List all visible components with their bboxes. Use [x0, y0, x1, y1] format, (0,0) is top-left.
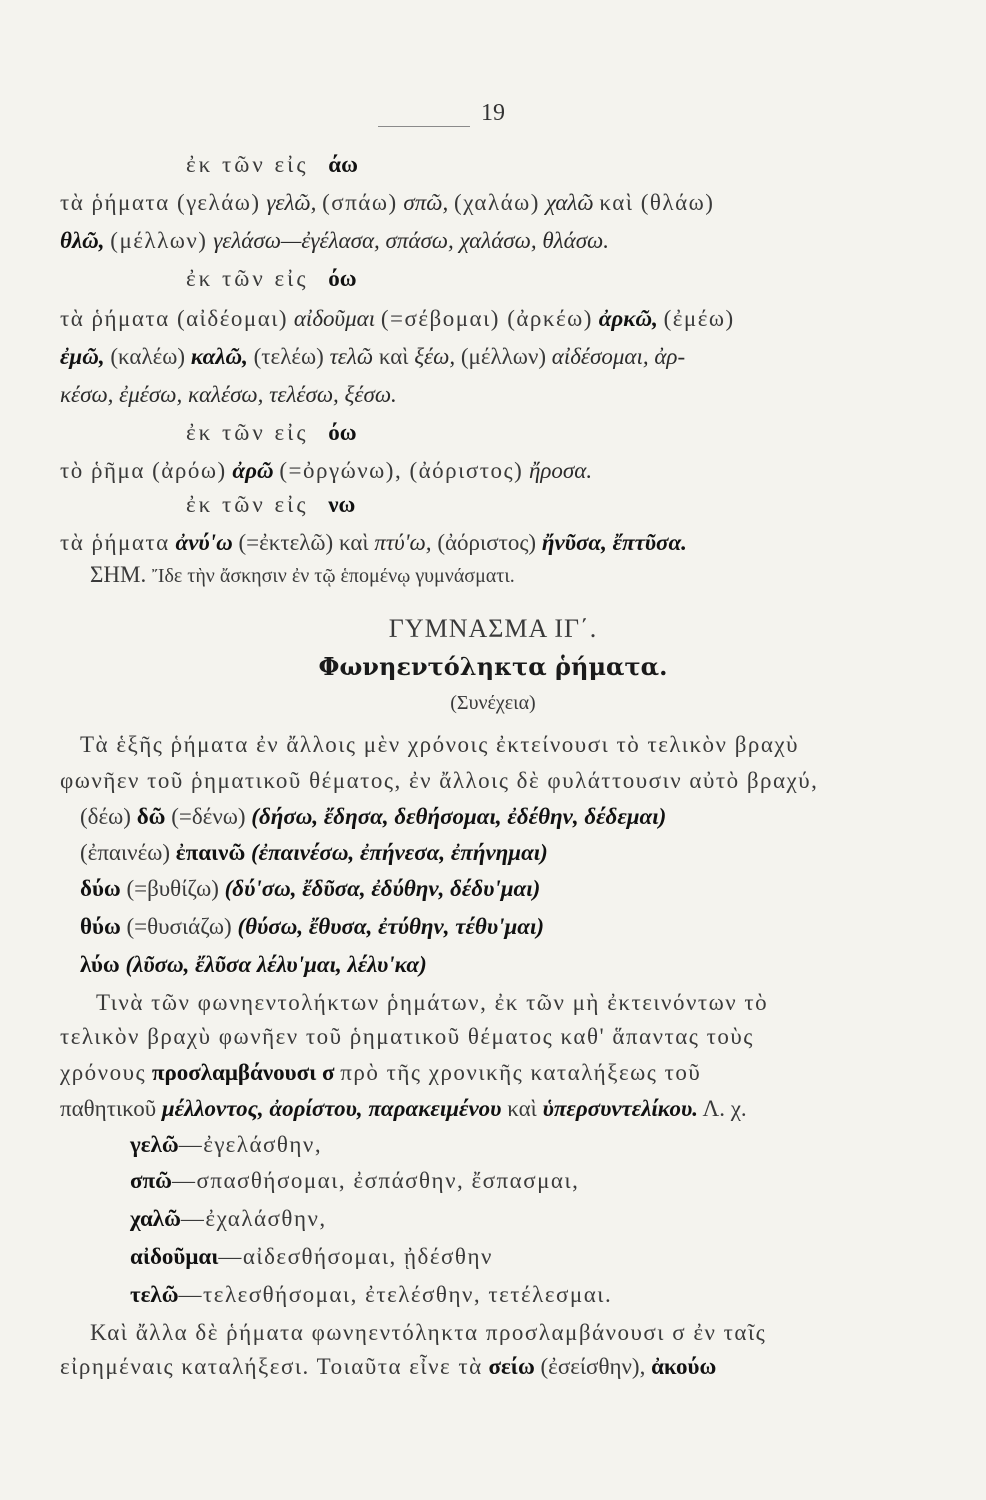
example-verb: γελῶ	[130, 1132, 179, 1157]
verb-forms: (δήσω, ἔδησα, δεθήσομαι, ἐδέθην, δέδεμαι)	[251, 804, 667, 829]
text-span: γελῶ,	[266, 190, 317, 215]
text-span: ἤροσα.	[528, 458, 593, 483]
verb-forms: (θύσω, ἔθυσα, ἐτύθην, τέθυ'μαι)	[237, 914, 545, 939]
example-forms: —σπασθήσομαι, ἐσπάσθην, ἔσπασμαι,	[171, 1168, 580, 1193]
text-span: τελικὸν βραχὺ φωνῆεν τοῦ ῥηματικοῦ θέματος καθ' ἅπαντας τοὺς	[60, 1024, 754, 1049]
verb-forms: (δύ'σω, ἔδῦσα, ἐδύθην, δέδυ'μαι)	[224, 876, 541, 901]
example-line	[130, 1130, 986, 1160]
text-line	[60, 528, 910, 558]
text-span: αἰδέσομαι, ἀρ-	[551, 344, 686, 369]
text-span: (=ὀργώνω), (ἀόριστος)	[279, 458, 524, 483]
text-span: (=βυθίζω)	[126, 876, 219, 901]
text-span: παθητικοῦ	[60, 1096, 157, 1121]
ending-heading-term: νω	[328, 492, 356, 517]
text-span: (μέλλων)	[110, 228, 208, 253]
text-span: (=σέβομαι) (ἀρκέω)	[380, 306, 593, 331]
text-span: γελάσω—ἐγέλασα, σπάσω, χαλάσω, θλάσω.	[213, 228, 610, 253]
text-span: (=ἐκτελῶ) καὶ	[238, 530, 369, 555]
text-span: καὶ	[378, 344, 409, 369]
text-span: (σπάω)	[322, 190, 398, 215]
example-forms: —ἐχαλάσθην,	[180, 1206, 327, 1231]
verb-line	[80, 838, 986, 868]
example-line	[130, 1280, 986, 1310]
text-line	[60, 1352, 910, 1382]
text-span: καὶ (θλάω)	[599, 190, 715, 215]
text-span: καλῶ,	[190, 344, 248, 369]
text-span: (μέλλων)	[460, 344, 547, 369]
text-span: (=θυσιάζω)	[126, 914, 232, 939]
text-span: κέσω, ἐμέσω, καλέσω, τελέσω, ξέσω.	[60, 382, 397, 407]
ending-heading-oo-2	[186, 418, 986, 448]
text-span: ἤνῦσα, ἔπτῦσα.	[541, 530, 687, 555]
verb-line	[80, 802, 986, 832]
text-span: εἰρημέναις καταλήξεσι. Τοιαῦτα εἶνε τὰ	[60, 1354, 483, 1379]
text-span: (δέω)	[80, 804, 131, 829]
text-span: ἀρκῶ,	[598, 306, 658, 331]
example-verb: χαλῶ	[130, 1206, 181, 1231]
verb-forms: (ἐπαινέσω, ἐπήνεσα, ἐπήνημαι)	[251, 840, 548, 865]
text-span: Τὰ ἑξῆς ῥήματα ἐν ἄλλοις μὲν χρόνοις ἐκτείνουσι τὸ τελικὸν βραχὺ	[80, 732, 800, 757]
text-span: Λ. χ.	[702, 1096, 747, 1121]
text-span: χαλῶ	[545, 190, 594, 215]
verb-term: δῶ	[136, 804, 166, 829]
emphasis-span: προσλαμβάνουσι σ	[151, 1060, 335, 1085]
text-span: θλῶ,	[60, 228, 105, 253]
text-line	[60, 766, 910, 796]
text-span: τὰ ῥήματα (αἰδέομαι)	[60, 306, 289, 331]
example-forms: —ἐγελάσθην,	[178, 1132, 323, 1157]
ending-heading-ao	[186, 150, 986, 180]
verb-term: θύω	[80, 914, 121, 939]
text-span: (τελέω)	[253, 344, 324, 369]
text-line	[60, 380, 910, 410]
text-span: καὶ	[507, 1096, 537, 1121]
text-line	[60, 1022, 910, 1052]
text-span: σπῶ,	[403, 190, 449, 215]
note-text: Ἴδε τὴν ἄσκησιν ἐν τῷ ἑπομένῳ γυμνάσματι.	[151, 565, 515, 587]
text-line	[60, 730, 910, 760]
verb-term: λύω	[80, 952, 120, 977]
text-span: πτύ'ω,	[374, 530, 432, 555]
text-span: (=δένω)	[171, 804, 246, 829]
text-span: ἐμῶ,	[60, 344, 105, 369]
text-span: ἀρῶ	[232, 458, 274, 483]
example-forms: —τελεσθήσομαι, ἐτελέσθην, τετέλεσμαι.	[178, 1282, 613, 1307]
emphasis-span: σείω	[488, 1354, 535, 1379]
text-line	[60, 1058, 910, 1088]
ending-heading-text: ἐκ τῶν εἰς	[186, 492, 309, 517]
page-number-rule	[378, 126, 470, 127]
text-span: (ἀόριστος)	[437, 530, 537, 555]
text-span: πρὸ τῆς χρονικῆς καταλήξεως τοῦ	[340, 1060, 702, 1085]
example-verb: σπῶ	[130, 1168, 172, 1193]
text-line	[60, 304, 910, 334]
text-line	[60, 226, 910, 256]
section-title: ΓΥΜΝΑΣΜΑ ΙΓ΄.	[388, 614, 598, 643]
page-number: 19	[481, 100, 505, 126]
text-line	[60, 342, 910, 372]
text-line	[60, 456, 910, 486]
note-label: ΣΗΜ.	[90, 562, 147, 587]
ending-heading-oo	[186, 264, 986, 294]
example-line	[130, 1242, 986, 1272]
ending-heading-text: ἐκ τῶν εἰς	[186, 266, 309, 291]
text-line	[60, 1094, 910, 1124]
emphasis-span: μέλλοντος, ἀορίστου, παρακειμένου	[161, 1096, 502, 1121]
text-span: (ἐσείσθην),	[540, 1354, 646, 1379]
text-line	[60, 1318, 910, 1348]
ending-heading-term: άω	[328, 152, 358, 177]
example-forms: —αἰδεσθήσομαι, ᾐδέσθην	[218, 1244, 493, 1269]
text-line	[60, 188, 910, 218]
verb-term: ἐπαινῶ	[175, 840, 246, 865]
verb-line	[80, 912, 986, 942]
text-span: ἀνύ'ω	[175, 530, 233, 555]
text-span: Καὶ ἄλλα δὲ ῥήματα φωνηεντόληκτα προσλαμβάνουσι σ ἐν ταῖς	[90, 1320, 767, 1345]
text-span: ξέω,	[414, 344, 456, 369]
note-line	[60, 560, 910, 591]
ending-heading-term: όω	[328, 420, 357, 445]
text-span: τὰ ῥήματα	[60, 530, 170, 555]
verb-forms: (λῦσω, ἔλῦσα λέλυ'μαι, λέλυ'κα)	[125, 952, 427, 977]
text-span: τὸ ῥῆμα (ἀρόω)	[60, 458, 227, 483]
text-span: τελῶ	[329, 344, 374, 369]
text-span: Τινὰ τῶν φωνηεντολήκτων ῥημάτων, ἐκ τῶν μὴ ἐκτεινόντων τὸ	[96, 990, 769, 1015]
verb-term: δύω	[80, 876, 121, 901]
text-span: (ἐπαινέω)	[80, 840, 171, 865]
verb-line	[80, 874, 986, 904]
text-span: (καλέω)	[110, 344, 186, 369]
text-span: τὰ ῥήματα (γελάω)	[60, 190, 261, 215]
emphasis-span: ἀκούω	[651, 1354, 717, 1379]
section-subtitle: Φωνηεντόληκτα ῥήματα.	[318, 652, 668, 681]
ending-heading-no	[186, 490, 986, 520]
section-continuation: (Συνέχεια)	[450, 692, 536, 714]
emphasis-span: ὑπερσυντελίκου.	[542, 1096, 699, 1121]
text-line	[60, 988, 910, 1018]
example-line	[130, 1166, 986, 1196]
ending-heading-term: όω	[328, 266, 357, 291]
example-verb: τελῶ	[130, 1282, 179, 1307]
example-verb: αἰδοῦμαι	[130, 1244, 219, 1269]
text-span: χρόνους	[60, 1060, 147, 1085]
ending-heading-text: ἐκ τῶν εἰς	[186, 420, 309, 445]
text-span: φωνῆεν τοῦ ῥηματικοῦ θέματος, ἐν ἄλλοις δὲ φυλάττουσιν αὐτὸ βραχύ,	[60, 768, 819, 793]
example-line	[130, 1204, 986, 1234]
verb-line	[80, 950, 986, 980]
ending-heading-text: ἐκ τῶν εἰς	[186, 152, 309, 177]
text-span: αἰδοῦμαι	[293, 306, 376, 331]
text-span: (χαλάω)	[454, 190, 540, 215]
text-span: (ἐμέω)	[663, 306, 735, 331]
